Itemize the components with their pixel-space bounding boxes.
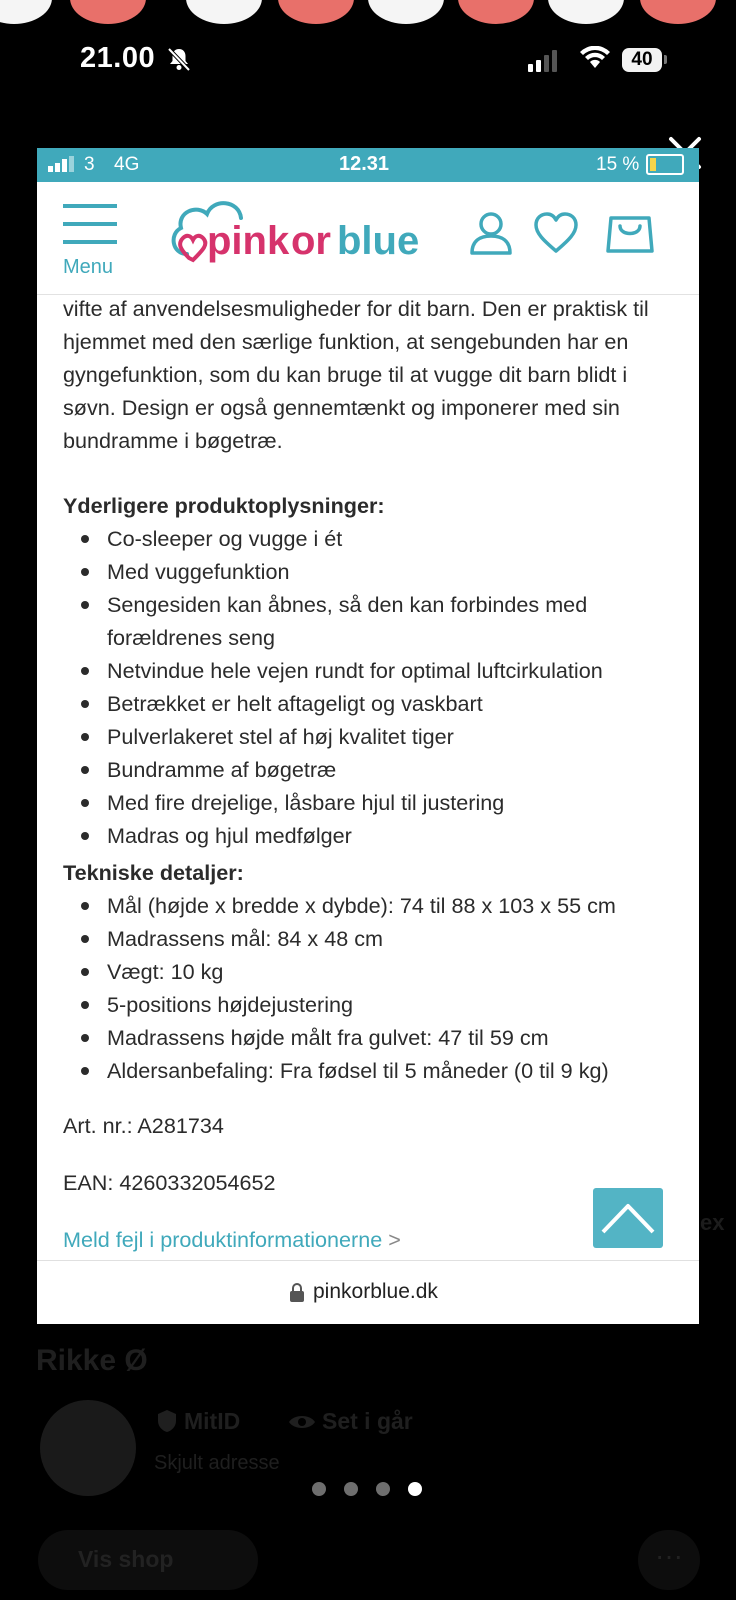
more-options-button[interactable]: ··· (638, 1530, 700, 1590)
menu-icon[interactable] (63, 204, 117, 248)
top-decoration-circle (640, 0, 716, 24)
shopping-bag-icon[interactable] (605, 206, 655, 254)
view-shop-label: Vis shop (78, 1546, 174, 1572)
outer-status-bar (0, 40, 736, 80)
page-indicator (312, 1482, 432, 1498)
network-label: 4G (114, 154, 140, 175)
cellular-signal-icon (528, 50, 560, 72)
carrier-label: 3 (84, 154, 95, 175)
page-dot[interactable] (376, 1482, 390, 1496)
inner-status-bar (37, 148, 699, 182)
list-item: Netvindue hele vejen rundt for optimal luftcirkulation (63, 654, 683, 687)
wifi-icon (580, 46, 610, 70)
battery-indicator: 40 (622, 48, 662, 72)
battery-icon (646, 154, 684, 175)
shield-check-icon (156, 1409, 178, 1433)
top-decoration-circle (368, 0, 444, 24)
top-decoration-circle (186, 0, 262, 24)
battery-percent: 15 % (596, 154, 640, 175)
address-label: Skjult adresse (154, 1452, 280, 1474)
url-text: pinkorblue.dk (313, 1280, 438, 1303)
product-description (63, 294, 683, 1256)
list-item: Med vuggefunktion (63, 555, 683, 588)
article-number: Art. nr.: A281734 (63, 1113, 224, 1138)
page-dot[interactable] (344, 1482, 358, 1496)
svg-text:pink: pink (207, 219, 290, 263)
list-item: Mål (højde x bredde x dybde): 74 til 88 x 103 x 55 cm (63, 889, 683, 922)
bell-muted-icon (166, 46, 192, 72)
avatar (40, 1400, 136, 1496)
product-info-heading: Yderligere produktoplysninger: (63, 493, 385, 518)
list-item: Madrassens mål: 84 x 48 cm (63, 922, 683, 955)
page-dot[interactable] (312, 1482, 326, 1496)
list-item: Madrassens højde målt fra gulvet: 47 til 59 cm (63, 1021, 683, 1054)
report-error-label[interactable]: Meld fejl i produktinformationerne (63, 1227, 383, 1252)
top-decoration-circle (0, 0, 52, 24)
list-item: Madras og hjul medfølger (63, 819, 683, 852)
svg-text:or: or (291, 219, 331, 263)
svg-text:blue: blue (337, 219, 420, 263)
list-item: 5-positions højdejustering (63, 988, 683, 1021)
user-icon[interactable] (469, 210, 513, 256)
list-item: Sengesiden kan åbnes, så den kan forbindes med forældrenes seng (63, 588, 683, 654)
cellular-signal-icon (48, 156, 76, 172)
tech-details-heading: Tekniske detaljer: (63, 860, 244, 885)
pinkorblue-logo[interactable] (167, 192, 437, 276)
top-decoration-circle (278, 0, 354, 24)
description-text: vifte af anvendelsesmuligheder for dit barn. Den er praktisk til hjemmet med den særlige funktion, at sengebunden har en gyngefunktion, som du kan bruge til at vugge dit barn blidt i søvn. Design er også gennemtænkt og imponerer med sin bundramme i bøgetræ. (63, 296, 649, 453)
list-item: Vægt: 10 kg (63, 955, 683, 988)
list-item: Betrækket er helt aftageligt og vaskbart (63, 687, 683, 720)
mitid-label: MitID (184, 1408, 241, 1434)
scroll-to-top-button[interactable] (593, 1188, 663, 1248)
list-item: Bundramme af bøgetræ (63, 753, 683, 786)
ean-number: EAN: 4260332054652 (63, 1170, 276, 1195)
list-item: Aldersanbefaling: Fra fødsel til 5 måneder (0 til 9 kg) (63, 1054, 683, 1087)
lock-icon (289, 1283, 305, 1303)
browser-url-bar[interactable] (37, 1260, 699, 1324)
inner-clock: 12.31 (339, 153, 390, 175)
mitid-badge (156, 1408, 240, 1435)
background-fragment: ex (700, 1210, 725, 1235)
list-item: Pulverlakeret stel af høj kvalitet tiger (63, 720, 683, 753)
chevron-right-icon: > (388, 1227, 401, 1252)
menu-label[interactable]: Menu (63, 256, 114, 278)
page-dot-active[interactable] (408, 1482, 422, 1496)
clock: 21.00 (80, 42, 156, 74)
list-item: Co-sleeper og vugge i ét (63, 522, 683, 555)
top-decoration-circle (458, 0, 534, 24)
battery-tip (664, 55, 667, 64)
site-header (37, 182, 699, 295)
tech-details-list (63, 889, 683, 1087)
report-error-link[interactable] (63, 1223, 683, 1256)
seller-name: Rikke Ø (36, 1344, 148, 1377)
product-info-list (63, 522, 683, 852)
list-item: Med fire drejelige, låsbare hjul til justering (63, 786, 683, 819)
chevron-up-icon (593, 1188, 663, 1248)
product-screenshot (37, 148, 699, 1324)
last-seen (288, 1408, 413, 1435)
eye-icon (288, 1413, 316, 1431)
top-decoration-circle (70, 0, 146, 24)
top-decoration-circle (548, 0, 624, 24)
view-shop-button[interactable] (38, 1530, 258, 1590)
last-seen-label: Set i går (322, 1408, 413, 1434)
heart-icon[interactable] (533, 212, 579, 254)
